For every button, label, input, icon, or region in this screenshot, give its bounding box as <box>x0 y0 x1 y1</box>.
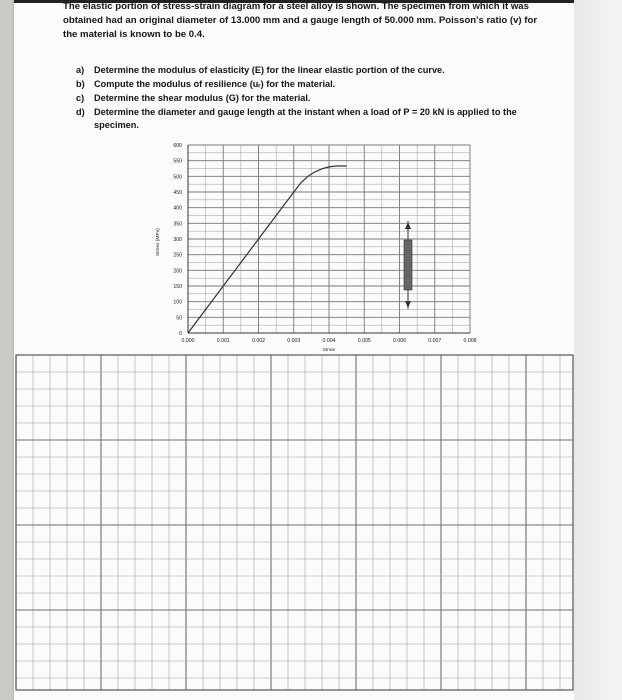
task-b-label: b) <box>76 79 85 89</box>
y-tick-label: 350 <box>173 221 182 228</box>
y-tick-label: 550 <box>173 158 182 165</box>
x-axis-label: Strain <box>322 348 336 353</box>
x-tick-label: 0.005 <box>357 338 371 344</box>
y-tick-label: 500 <box>173 174 182 181</box>
y-tick-label: 600 <box>173 143 182 149</box>
x-tick-label: 0.002 <box>252 338 265 344</box>
problem-statement: The elastic portion of stress-strain diagram for a steel alloy is shown. The specimen from which it was obtained had an original diameter of 13.000 mm and a gauge length of 50.000 mm. Poisson's ratio (v) for the material is known to be 0.4. <box>63 1 538 40</box>
x-tick-label: 0.001 <box>216 338 230 344</box>
y-tick-label: 150 <box>173 284 182 290</box>
task-c-label: c) <box>76 93 85 103</box>
x-tick-label: 0.004 <box>322 338 336 344</box>
task-b-text: Compute the modulus of resilience (uᵣ) for the material. <box>94 79 336 89</box>
y-tick-label: 100 <box>173 299 182 306</box>
y-tick-label: 450 <box>173 190 182 196</box>
task-a-text: Determine the modulus of elasticity (E) for the linear elastic portion of the curve. <box>94 65 445 75</box>
y-axis-label: Stress (MPa) <box>156 228 161 257</box>
y-tick-label: 200 <box>173 268 182 275</box>
y-tick-label: 0 <box>179 331 182 337</box>
x-tick-label: 0.000 <box>181 338 195 344</box>
task-d-label: d) <box>76 107 85 117</box>
y-tick-label: 50 <box>176 315 182 322</box>
x-tick-label: 0.006 <box>393 338 406 344</box>
x-tick-label: 0.003 <box>287 338 301 344</box>
y-tick-label: 250 <box>173 252 182 259</box>
task-a-label: a) <box>76 65 85 75</box>
x-tick-label: 0.008 <box>463 338 477 344</box>
x-tick-label: 0.007 <box>428 338 442 344</box>
task-c-text: Determine the shear modulus (G) for the material. <box>94 93 311 103</box>
y-tick-label: 400 <box>173 205 182 212</box>
task-d-text: Determine the diameter and gauge length at the instant when a load of P = 20 kN is applied to the specimen. <box>94 107 517 130</box>
y-tick-label: 300 <box>173 237 182 243</box>
blank-grid-border <box>16 355 573 690</box>
